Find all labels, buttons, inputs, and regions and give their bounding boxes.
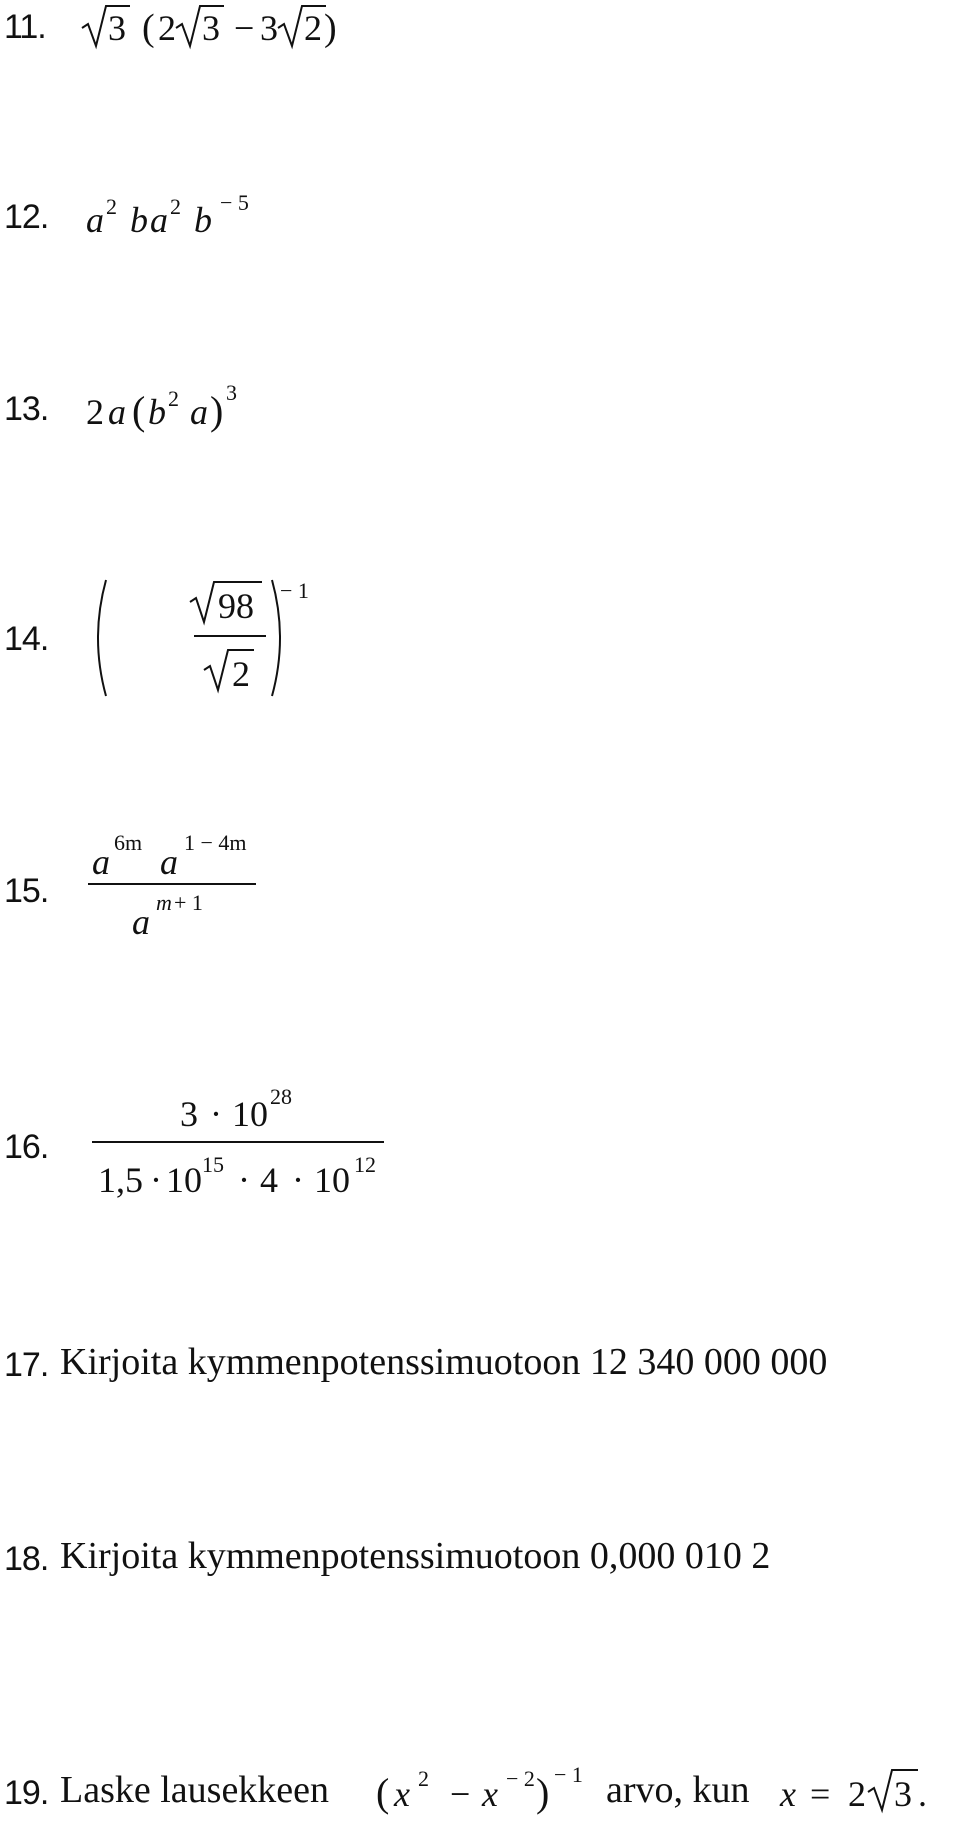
problem-text-2: arvo, kun [606, 1769, 750, 1811]
exponent: 2 [170, 194, 181, 219]
expression-power-paren [86, 380, 266, 440]
multiply-dot: · [292, 1160, 304, 1200]
problem-text: Kirjoita kymmenpotenssimuotoon 0,000 010 2 [60, 1535, 771, 1577]
var-b: b [148, 392, 166, 432]
period: . [918, 1774, 927, 1814]
problem-number: 17. [4, 1346, 49, 1384]
var-a: a [160, 842, 178, 882]
problem-number: 19. [4, 1774, 49, 1812]
left-paren: ( [142, 7, 155, 49]
exponent: + 1 [174, 890, 203, 915]
radicand: 3 [108, 8, 126, 48]
exponent: 2 [418, 1766, 429, 1791]
radicand: 3 [202, 8, 220, 48]
denominator-base: 10 [166, 1160, 202, 1200]
expression-power-fraction [88, 826, 268, 946]
exponent: 2 [106, 194, 117, 219]
exponent: − 2 [506, 1766, 535, 1791]
equals-sign: = [810, 1774, 831, 1814]
problem-number: 16. [4, 1128, 49, 1166]
right-paren [272, 580, 280, 696]
problem-number: 11. [4, 8, 46, 46]
var-a: a [108, 392, 126, 432]
numerator-factor: 3 [180, 1094, 198, 1134]
radicand: 3 [894, 1774, 912, 1814]
expression-sqrt3-times-paren [80, 0, 340, 60]
exponent: − 1 [280, 578, 309, 603]
coefficient: 2 [86, 392, 104, 432]
var-a: a [150, 200, 168, 240]
expression-power-product [86, 190, 286, 250]
problem-number: 15. [4, 872, 49, 910]
var-b: b [194, 200, 212, 240]
exponent: 2 [168, 386, 179, 411]
problem-text: Laske lausekkeen [60, 1769, 330, 1811]
var-a: a [190, 392, 208, 432]
expression-sqrt-fraction-inverse [86, 574, 286, 704]
numerator-base: 10 [232, 1094, 268, 1134]
var-x: x [394, 1774, 410, 1814]
problem-number: 14. [4, 620, 49, 658]
exponent: m [156, 890, 172, 915]
coefficient: 3 [260, 8, 278, 48]
exponent: − 5 [220, 190, 249, 215]
left-paren: ( [376, 1770, 390, 1815]
var-a: a [92, 842, 110, 882]
denominator-factor: 4 [260, 1160, 278, 1200]
exponent: 6m [114, 830, 143, 855]
problem-text: Kirjoita kymmenpotenssimuotoon 12 340 000 000 [60, 1341, 828, 1383]
coefficient: 2 [848, 1774, 866, 1814]
var-x: x [780, 1774, 796, 1814]
multiply-dot: · [238, 1160, 250, 1200]
exponent: 12 [354, 1152, 376, 1177]
var-a: a [132, 902, 150, 942]
left-paren: ( [132, 388, 146, 433]
denominator-base: 10 [314, 1160, 350, 1200]
problem-number: 18. [4, 1540, 49, 1578]
right-paren: ) [536, 1770, 550, 1815]
var-a: a [86, 200, 104, 240]
right-paren: ) [324, 7, 337, 49]
multiply-dot: · [210, 1094, 222, 1134]
var-x: x [482, 1774, 498, 1814]
problem-number: 12. [4, 198, 49, 236]
multiply-dot: · [150, 1160, 162, 1200]
exponent: 3 [226, 380, 237, 405]
numerator: 98 [218, 586, 254, 626]
exponent: 28 [270, 1084, 292, 1109]
exponent: 15 [202, 1152, 224, 1177]
right-paren: ) [210, 388, 224, 433]
minus-sign: − [234, 8, 255, 48]
expression-inverse-difference [376, 1762, 596, 1822]
exponent: 1 − 4m [184, 830, 247, 855]
coefficient: 2 [158, 8, 176, 48]
minus-sign: − [450, 1774, 471, 1814]
var-b: b [130, 200, 148, 240]
expression-condition [780, 1760, 960, 1820]
exponent: − 1 [554, 1762, 583, 1787]
left-paren [98, 580, 106, 696]
denominator-factor: 1,5 [98, 1160, 143, 1200]
expression-scientific-fraction [92, 1082, 392, 1212]
radicand: 2 [304, 8, 322, 48]
inverse-exponent [280, 576, 340, 606]
problem-number: 13. [4, 390, 49, 428]
denominator: 2 [232, 654, 250, 694]
